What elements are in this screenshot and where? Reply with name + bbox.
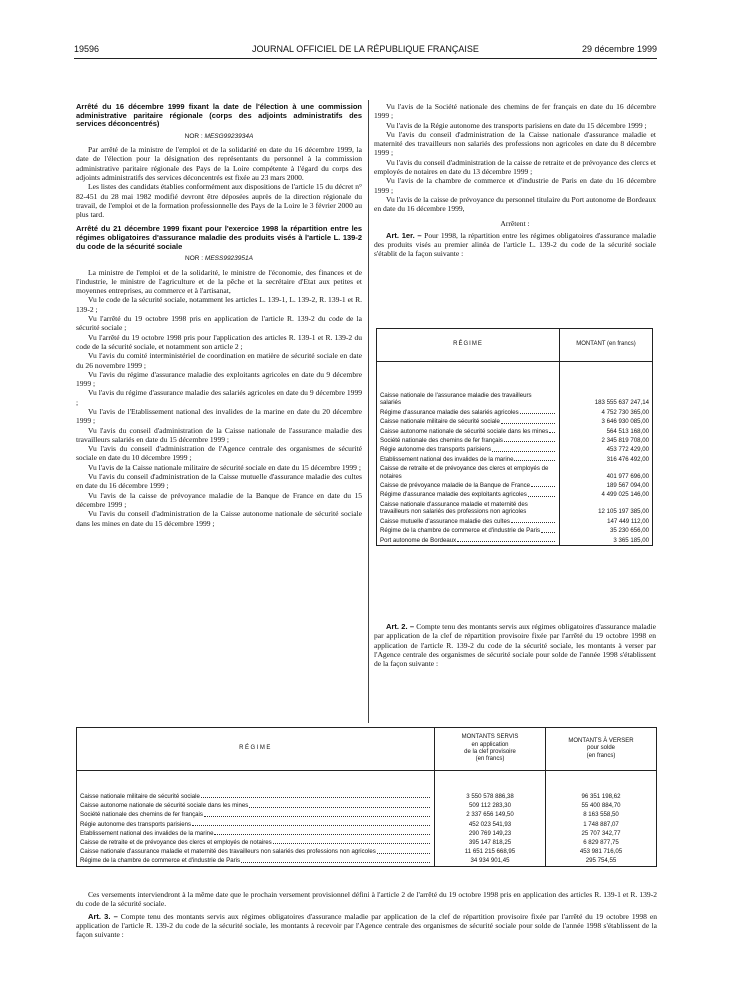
closing-para: Ces versements interviendront à la même date que le prochain versement provisionnel défini à l'article 2 de l'arrêté du 19 octobre 1998 pris en application des articles R. 139-1 et R. 139-2 du code de la sécurité sociale. (76, 890, 657, 909)
arrete2-para: Vu l'avis de la caisse de prévoyance maladie de la Banque de France en date du 15 décembre 1999 ; (76, 490, 362, 509)
arrete2-para: Vu l'arrêté du 19 octobre 1998 pris pour l'application des articles R. 139-1 et R. 139-2 du code de la sécurité sociale, et notamment son article 2 ; (76, 332, 362, 351)
leader-dots (214, 830, 430, 835)
row-label: Régime d'assurance maladie des salariés agricoles (380, 408, 519, 416)
row-label: Caisse nationale militaire de sécurité sociale (380, 418, 500, 426)
table-row (77, 856, 657, 866)
table-row (377, 436, 653, 445)
leader-line (80, 830, 431, 837)
table-row (77, 820, 657, 829)
row-amount: 564 513 168,00 (606, 427, 649, 435)
row-regime (77, 771, 435, 802)
row-regime (377, 526, 560, 535)
row-amount: 453 772 429,00 (606, 446, 649, 454)
row-amount: 316 476 492,00 (606, 455, 649, 463)
table-solde (76, 727, 657, 867)
leader-line (80, 821, 431, 828)
row-label: Caisse nationale militaire de sécurité sociale (80, 793, 200, 800)
table-row (377, 536, 653, 546)
column-header: RÉGIME (77, 728, 435, 771)
column-divider (368, 100, 369, 723)
row-served: 34 934 901,45 (435, 856, 546, 866)
column-header-served (435, 728, 546, 771)
leader-line (380, 482, 556, 489)
leader-dots (492, 446, 555, 451)
row-regime (377, 436, 560, 445)
row-regime (377, 408, 560, 417)
nor-prefix: NOR : (185, 255, 204, 263)
leader-line (380, 501, 556, 516)
row-label: Société nationale des chemins de fer français (380, 437, 503, 445)
row-regime (377, 417, 560, 426)
row-due: 55 400 884,70 (581, 802, 621, 810)
table-row (377, 526, 653, 535)
table-body (77, 771, 657, 867)
header-rule (74, 58, 657, 59)
leader-dots (511, 518, 555, 523)
leader-line (380, 537, 556, 544)
table-row (377, 445, 653, 454)
row-label: Caisse nationale d'assurance maladie et maternité des travailleurs non salariés des professions non agricoles (80, 848, 376, 856)
page-header (74, 44, 657, 62)
row-regime (77, 856, 435, 866)
leader-dots (457, 537, 555, 542)
arrete2-para: Vu l'avis du régime d'assurance maladie des salariés agricoles en date du 9 décembre 1999 ; (76, 388, 362, 407)
row-regime (377, 445, 560, 454)
table-body (377, 362, 653, 546)
arrete2-para: Vu l'avis du conseil d'administration de la Caisse autonome nationale de sécurité sociale dans les mines en date du 15 décembre 1999 ; (76, 509, 362, 528)
leader-dots (249, 802, 430, 807)
row-label: Etablissement national des invalides de la marine (80, 829, 214, 837)
arrete2-para: La ministre de l'emploi et de la solidarité, le ministre de l'économie, des finances et de l'industrie, le ministre de l'agriculture et de la pêche et la secrétaire d'Etat aux petites et moyennes entreprises, au commerce et à l'artisanat, (76, 267, 362, 296)
leader-line (380, 409, 556, 416)
article-3-text: Compte tenu des montants servis aux régimes obligatoires d'assurance maladie par application de la clef de répartition provisoire fixée par l'arrêté du 19 octobre 1998 en application de l'article R. 139-2 du code de la sécurité sociale, les montants à recevoir par l'Agence centrale des organismes de sécurité sociale pour solde de l'année 1998 s'établissent de la façon suivante : (76, 911, 657, 940)
header-line: pour solde (586, 745, 616, 752)
header-line: MONTANTS À VERSER (568, 737, 634, 744)
row-amount: 4 499 025 146,00 (601, 491, 649, 499)
table-row (77, 847, 657, 856)
column-header-due (546, 728, 657, 771)
header-line: en application (471, 741, 509, 748)
leader-line (380, 527, 556, 534)
leader-line (80, 857, 431, 864)
row-label: Caisse de prévoyance maladie de la Banque de France (380, 482, 531, 490)
leader-line (380, 491, 556, 498)
arrete1-nor (76, 132, 362, 141)
leader-dots (504, 437, 555, 442)
visa-para: Vu l'avis de la Régie autonome des transports parisiens en date du 15 décembre 1999 ; (386, 120, 647, 130)
row-regime (377, 427, 560, 436)
row-regime (377, 455, 560, 464)
nor-code: MESG9923934A (204, 132, 254, 140)
row-served: 2 337 656 149,50 (435, 810, 546, 819)
row-served: 290 769 149,23 (435, 829, 546, 838)
row-amount: 3 646 930 085,00 (601, 418, 649, 426)
table-row (77, 801, 657, 810)
leader-line (80, 793, 431, 800)
table-row (377, 490, 653, 499)
table-row (377, 362, 653, 408)
row-regime (377, 362, 560, 408)
article-1-label: Art. 1er. – (386, 230, 422, 240)
article-3-label: Art. 3. – (88, 911, 118, 921)
row-label: Caisse mutuelle d'assurance maladie des cultes (380, 517, 510, 525)
visa-para: Vu l'avis de la chambre de commerce et d'industrie de Paris en date du 16 décembre 1999 ; (374, 176, 656, 195)
row-amount: 401 977 696,00 (606, 472, 649, 480)
row-regime (377, 481, 560, 490)
row-label: Port autonome de Bordeaux (380, 536, 457, 544)
leader-line (380, 418, 556, 425)
header-line: (en francs) (586, 752, 616, 759)
table-row (77, 829, 657, 838)
row-label: Régime de la chambre de commerce et d'industrie de Paris (380, 527, 541, 535)
header-line: (en francs) (475, 756, 505, 763)
leader-line (80, 802, 431, 809)
row-due: 25 707 342,77 (581, 829, 621, 837)
leader-dots (514, 456, 555, 461)
leader-dots (201, 793, 430, 798)
leader-dots (541, 527, 555, 532)
leader-dots (501, 418, 555, 423)
table-row (377, 481, 653, 490)
table-row (377, 517, 653, 526)
row-regime (77, 801, 435, 810)
arrete2-para: Vu l'avis du conseil d'administration de l'Agence centrale des organismes de sécurité sociale en date du 10 décembre 1999 ; (76, 444, 362, 463)
row-label: Régime d'assurance maladie des exploitants agricoles (380, 491, 527, 499)
article-2 (374, 622, 656, 668)
row-served: 3 550 578 886,38 (435, 771, 546, 802)
row-served: 452 023 541,93 (435, 820, 546, 829)
row-amount: 4 752 730 365,00 (601, 408, 649, 416)
row-served: 509 112 283,30 (435, 801, 546, 810)
row-label: Régie autonome des transports parisiens (80, 820, 192, 828)
row-regime (77, 838, 435, 847)
row-label: Régime de la chambre de commerce et d'industrie de Paris (80, 857, 241, 865)
column-header: RÉGIME (377, 329, 560, 362)
row-amount: 12 105 197 385,00 (598, 508, 649, 516)
row-label: Caisse autonome nationale de sécurité sociale dans les mines (380, 427, 549, 435)
table-row (377, 417, 653, 426)
arrete1-para: Par arrêté de la ministre de l'emploi et de la solidarité en date du 16 décembre 1999, la date de l'élection pour la désignation des représentants du personnel à la commission administrative paritaire régionale des Pays de la Loire compétente à l'égard du corps des adjoints administratifs des services déconcentrés est fixée au 23 mars 2000. (76, 145, 362, 182)
table-row (77, 771, 657, 802)
arrete2-para: Vu l'avis du régime d'assurance maladie des exploitants agricoles en date du 9 décembre 1999 ; (76, 369, 362, 389)
row-amount: 183 555 637 247,14 (594, 399, 649, 407)
journal-title: JOURNAL OFFICIEL DE LA RÉPUBLIQUE FRANÇAISE (252, 44, 479, 54)
arrete2-para: Vu l'avis du conseil d'administration de la Caisse nationale de l'assurance maladie des travailleurs salariés en date du 15 décembre 1999 ; (76, 425, 362, 444)
visa-para: Vu l'avis de la Société nationale des chemins de fer français en date du 16 décembre 1999 ; (374, 102, 656, 121)
issue-date: 29 décembre 1999 (581, 44, 657, 54)
row-amount: 35 230 656,00 (610, 527, 649, 535)
left-column (76, 103, 362, 528)
leader-line (80, 839, 431, 846)
arrete2-para: Vu l'avis du comité interministériel de coordination en matière de sécurité sociale en date du 26 novembre 1999 ; (76, 351, 362, 370)
row-label: Caisse autonome nationale de sécurité sociale dans les mines (80, 802, 249, 810)
arrete1-title: Arrêté du 16 décembre 1999 fixant la date de l'élection à une commission administrative paritaire régionale (corps des adjoints administratifs des services déconcentrés) (76, 102, 362, 129)
arrete2-nor (76, 254, 362, 263)
article-2-label: Art. 2. – (386, 622, 415, 631)
leader-line (80, 811, 431, 818)
leader-line (380, 456, 556, 463)
leader-line (80, 848, 431, 855)
arrete2-para: Vu l'avis de la Caisse nationale militaire de sécurité sociale en date du 15 décembre 1999 ; (88, 462, 361, 472)
row-regime (377, 500, 560, 517)
table-row (77, 810, 657, 819)
arrete1-para: Les listes des candidats établies conformément aux dispositions de l'article 15 du décret n° 82-451 du 28 mai 1982 modifié devront être déposées auprès de la direction régionale du travail, de l'emploi et de la formation professionnelle des Pays de la Loire le 3 février 2000 au plus tard. (76, 182, 362, 220)
row-due: 6 829 877,75 (583, 838, 619, 846)
leader-line (380, 392, 556, 407)
table-row (377, 427, 653, 436)
leader-line (380, 437, 556, 444)
visa-para: Vu l'avis du conseil d'administration de la Caisse nationale d'assurance maladie et maternité des travailleurs non salariés des professions non agricoles en date du 8 décembre 1999 ; (374, 129, 656, 158)
table-repartition (376, 328, 653, 546)
row-due: 453 981 716,05 (579, 848, 623, 856)
table-row (377, 455, 653, 464)
row-label: Caisse nationale d'assurance maladie et maternité des travailleurs non salariés des professions non agricoles (380, 500, 528, 516)
row-served: 395 147 818,25 (435, 838, 546, 847)
row-regime (377, 490, 560, 499)
row-label: Caisse nationale de l'assurance maladie des travailleurs salariés (380, 392, 532, 407)
row-regime (377, 464, 560, 481)
nor-code: MESS9923951A (204, 255, 253, 263)
right-column (374, 102, 656, 259)
table-row (377, 464, 653, 481)
arrete2-title: Arrêté du 21 décembre 1999 fixant pour l'exercice 1998 la répartition entre les régimes obligatoires d'assurance maladie des produits visés à l'article L. 139-2 du code de la sécurité sociale (76, 224, 362, 251)
row-amount: 2 345 819 708,00 (601, 437, 649, 445)
leader-dots (520, 409, 555, 414)
visa-para: Vu l'avis du conseil d'administration de la caisse de retraite et de prévoyance des clercs et employés de notaires en date du 13 décembre 1999 ; (374, 157, 656, 177)
article-2-block (374, 622, 656, 668)
leader-dots (531, 482, 555, 487)
header-line: de la clef provisoire (464, 749, 516, 755)
arretent: Arrêtent : (500, 218, 530, 228)
leader-dots (192, 821, 430, 826)
row-due: 96 351 198,62 (581, 793, 621, 800)
row-regime (377, 517, 560, 526)
row-regime (77, 847, 435, 856)
leader-line (380, 446, 556, 453)
row-regime (77, 810, 435, 819)
row-regime (77, 829, 435, 838)
row-due: 8 163 558,50 (583, 811, 619, 819)
row-label: Société nationale des chemins de fer français (80, 811, 203, 819)
arrete2-para: Vu l'arrêté du 19 octobre 1998 pris en application de l'article R. 139-2 du code de la sécurité sociale ; (76, 314, 362, 333)
row-label: Caisse de retraite et de prévoyance des clercs et employés de notaires (80, 838, 272, 846)
leader-dots (241, 857, 430, 862)
row-amount: 3 365 185,00 (613, 536, 649, 544)
row-due: 1 748 887,07 (583, 820, 619, 828)
leader-dots (377, 848, 430, 853)
column-header: MONTANT (en francs) (560, 329, 653, 362)
row-regime (77, 820, 435, 829)
leader-line (380, 518, 556, 525)
leader-line (380, 428, 556, 435)
article-1 (374, 231, 656, 259)
arrete2-para: Vu l'avis du conseil d'administration de la Caisse mutuelle d'assurance maladie des cultes en date du 16 décembre 1999 ; (76, 472, 362, 491)
visa-para: Vu l'avis de la caisse de prévoyance du personnel titulaire du Port autonome de Bordeaux en date du 16 décembre 1999, (374, 194, 656, 214)
row-due: 295 754,55 (585, 857, 617, 865)
article-2-text: Compte tenu des montants servis aux régimes obligatoires d'assurance maladie par application de la clef de répartition provisoire fixée par l'arrêté du 19 octobre 1998 en application de l'article R. 139-2 du code de la sécurité sociale, les montants à verser par l'Agence centrale des organismes de sécurité sociale pour solde de l'année 1998 s'établissent de la façon suivante : (374, 622, 656, 669)
row-amount: 189 567 094,00 (606, 482, 649, 490)
row-label: Etablissement national des invalides de la marine (380, 455, 514, 463)
row-label: Caisse de retraite et de prévoyance des clercs et employés de notaires (380, 465, 549, 480)
row-regime (377, 536, 560, 546)
row-amount: 147 449 112,00 (607, 517, 649, 525)
article-1-text: Pour 1998, la répartition entre les régimes obligatoires d'assurance maladie des produits visés au premier alinéa de l'article L. 139-2 du code de la sécurité sociale s'établit de la façon suivante : (374, 230, 657, 259)
row-label: Régie autonome des transports parisiens (380, 446, 492, 454)
leader-line (380, 465, 556, 480)
nor-prefix: NOR : (184, 132, 203, 140)
header-line: MONTANTS SERVIS (461, 734, 519, 741)
leader-dots (273, 839, 430, 844)
table-row (77, 838, 657, 847)
arrete2-para: Vu le code de la sécurité sociale, notamment les articles L. 139-1, L. 139-2, R. 139-1 et R. 139-2 ; (76, 295, 362, 314)
table-row (377, 408, 653, 417)
arrete2-para: Vu l'avis de l'Etablissement national des invalides de la marine en date du 20 décembre 1999 ; (76, 406, 362, 426)
bottom-block (76, 890, 657, 939)
row-served: 11 651 215 668,95 (435, 847, 546, 856)
page-number: 19596 (74, 44, 100, 54)
leader-dots (528, 491, 555, 496)
leader-dots (549, 428, 555, 433)
article-3 (76, 912, 657, 940)
leader-dots (204, 811, 430, 816)
table-row (377, 500, 653, 517)
